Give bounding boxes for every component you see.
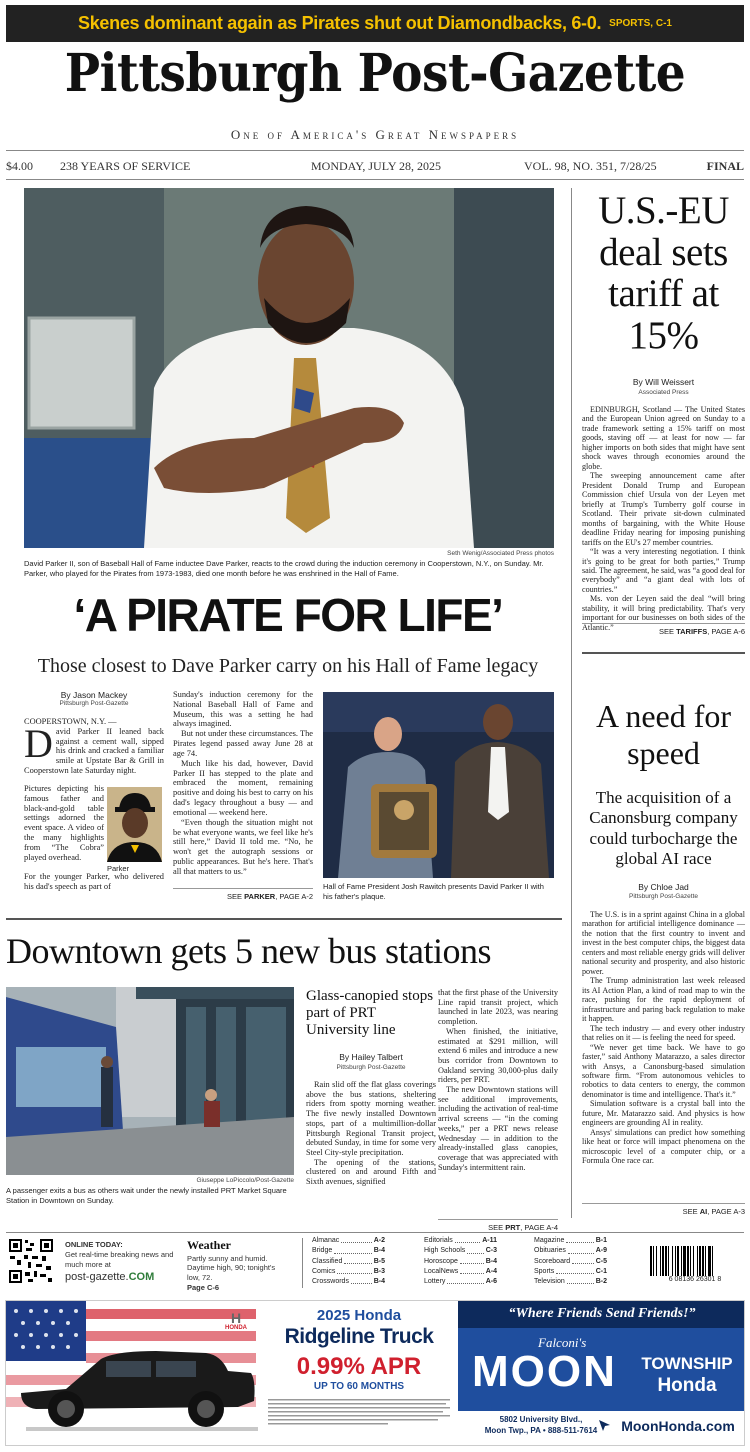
- index-entry[interactable]: [312, 1267, 385, 1277]
- honda-logo-icon: H HONDA: [216, 1311, 256, 1335]
- bus-byline: By Hailey Talbert: [339, 1052, 403, 1062]
- barcode-bar: [656, 1246, 657, 1276]
- index-page: A-4: [485, 1267, 497, 1275]
- lead-deck: Those closest to Dave Parker carry on his Hall of Fame legacy: [37, 655, 539, 677]
- jump-see: SEE: [658, 627, 674, 636]
- barcode-bar: [665, 1246, 667, 1276]
- index-leader: [344, 1257, 371, 1264]
- barcode-bar: [690, 1246, 691, 1276]
- online-text: Get real-time breaking news and much more at: [65, 1249, 174, 1269]
- index-section: Crosswords: [312, 1278, 349, 1286]
- bus-para-1: Rain slid off the flat glass coverings above the bus stations, sheltering riders from spotty morning weather. The five newly installed Downtown stops, part of a multimillion-dollar Pittsburgh Regional Transit project, debuted Sunday, in time for some very Steel City-style precipitation.: [306, 1080, 436, 1157]
- bus-jump[interactable]: [438, 1219, 558, 1232]
- index-leader: [556, 1267, 593, 1274]
- bus-para-4: When finished, the initiative, estimated at $291 million, will extend 6 miles and introduce a new bus corridor from Downtown to Oakland serving 30,000-plus daily riders, per PRT.: [438, 1026, 558, 1085]
- index-section: Sports: [534, 1267, 555, 1275]
- ad-dealer-big: MOON: [472, 1347, 617, 1396]
- online-site-tld: COM: [128, 1271, 155, 1284]
- index-page: C-3: [485, 1247, 497, 1255]
- index-section: Bridge: [312, 1247, 333, 1255]
- ai-headline[interactable]: A need for speed: [595, 698, 732, 771]
- lead-col2-para-d: “Even though the situation might not be what everyone wants, we feel like he's still here,” David II told me. “No, he won't get the autograph sessions or public appearances. But he's here. That's all that matters to us.”: [173, 817, 313, 876]
- barcode: [648, 1246, 742, 1276]
- index-leader: [572, 1257, 594, 1264]
- index-page: B-3: [373, 1267, 385, 1275]
- index-section: Comics: [312, 1267, 336, 1275]
- index-page: B-4: [373, 1247, 385, 1255]
- weather-title: Weather: [187, 1238, 231, 1252]
- barcode-bar: [677, 1246, 679, 1276]
- barcode-bar: [702, 1246, 704, 1276]
- index-section: Obituaries: [534, 1247, 566, 1255]
- ad-address-line1: 5802 University Blvd.,: [499, 1415, 583, 1424]
- bus-photo[interactable]: [6, 987, 294, 1175]
- index-entry[interactable]: [312, 1277, 385, 1287]
- barcode-bar: [672, 1246, 673, 1276]
- ai-para-2: The Trump administration last week released its AI Action Plan, a kind of road map to win the race, pushing for the rapid deployment of infrastructure and paring back regulation to make it happen.: [582, 976, 745, 1024]
- bus-affiliation: Pittsburgh Post-Gazette: [336, 1064, 406, 1071]
- index-entry[interactable]: [534, 1267, 607, 1277]
- index-entry[interactable]: [424, 1236, 497, 1246]
- parker-mugshot[interactable]: [107, 787, 162, 862]
- index-leader: [567, 1277, 594, 1284]
- footer-rule: [6, 1232, 744, 1233]
- tariff-para-3: “It was a very interesting negotiation. I think it's going to be great for both parties,” Trump said. The agreement, he said, was “a good deal for everybody” and “a giant deal with lots of countries.”: [582, 547, 746, 594]
- index-column-1: [312, 1236, 385, 1287]
- index-section: Classified: [312, 1257, 343, 1265]
- index-leader: [568, 1246, 594, 1253]
- plaque-photo-image: [323, 692, 554, 878]
- lead-photo[interactable]: [24, 188, 554, 548]
- ai-jump[interactable]: [582, 1203, 745, 1216]
- jump-page: , PAGE A-4: [520, 1223, 558, 1232]
- ad-term: UP TO 60 MONTHS: [313, 1381, 405, 1392]
- barcode-bar: [687, 1246, 689, 1276]
- lead-col1-para-a: avid Parker II leaned back against a cement wall, sipped his drink and cracked a familiar smile at Upstate Bar & Grill in Cooperstown late Saturday night.: [24, 726, 164, 776]
- index-page: A-2: [373, 1237, 385, 1244]
- ad-address: [476, 1415, 606, 1437]
- lead-photo-caption: David Parker II, son of Baseball Hall of Fame inductee Dave Parker, reacts to the crowd during the induction ceremony in Cooperstown, N.Y., on Sunday. Mr. Parker, who played for the Pirates from 1973-1983, died one month before he was enshrined in the Hall of Fame.: [24, 559, 544, 578]
- ai-para-5: Simulation software is a crystal ball into the future, Mr. Matarazzo said. And physics is how engineers are grounding AI in reality.: [582, 1099, 745, 1128]
- index-page: B-1: [595, 1237, 607, 1244]
- index-entry[interactable]: [312, 1236, 385, 1246]
- ad-slogan: “Where Friends Send Friends!”: [508, 1306, 696, 1321]
- ai-deck: The acquisition of a Canonsburg company could turbocharge the global AI race: [589, 788, 738, 869]
- price: $4.00: [6, 159, 33, 173]
- index-entry[interactable]: [312, 1246, 385, 1256]
- jump-key: AI: [699, 1207, 708, 1216]
- qr-code-graphic: [8, 1238, 54, 1284]
- bus-headline[interactable]: Downtown gets 5 new bus stations: [6, 931, 491, 971]
- barcode-graphic: [648, 1246, 742, 1276]
- barcode-bar: [662, 1246, 664, 1276]
- years-of-service: 238 YEARS OF SERVICE: [60, 159, 191, 173]
- index-entry[interactable]: [424, 1257, 497, 1267]
- index-leader: [467, 1246, 483, 1253]
- lead-col2-para-a: Sunday's induction ceremony for the National Baseball Hall of Fame and Museum, this was a setting he had always imagined.: [173, 690, 313, 729]
- plaque-photo[interactable]: [323, 692, 554, 878]
- ad-apr: 0.99% APR: [296, 1353, 422, 1380]
- ad-honda: Honda: [657, 1375, 717, 1396]
- tariff-headline[interactable]: U.S.-EU deal sets tariff at 15%: [598, 189, 729, 358]
- barcode-bar: [683, 1246, 686, 1276]
- bus-para-2: The opening of the stations, clustered on and around Fifth and Sixth avenues, signified: [306, 1157, 436, 1187]
- barcode-bar: [697, 1246, 698, 1276]
- tariff-para-4: Ms. von der Leyen said the deal “will bring stability, it will bring predictability. That's very important for our businesses on both sides of the Atlantic.”: [582, 594, 745, 632]
- barcode-number: 6 08136 26301 8: [668, 1276, 722, 1283]
- index-entry[interactable]: [534, 1277, 607, 1287]
- jump-key: PARKER: [244, 892, 276, 901]
- index-leader: [334, 1246, 371, 1253]
- bus-col2: [438, 988, 558, 1172]
- index-section: Almanac: [312, 1237, 340, 1244]
- lead-byline: By Jason Mackey: [60, 690, 128, 700]
- index-column-2: [424, 1236, 497, 1287]
- barcode-bar: [708, 1246, 711, 1276]
- teaser-section: SPORTS, C-1: [609, 18, 672, 29]
- jump-see: SEE: [488, 1223, 504, 1232]
- index-leader: [351, 1277, 372, 1284]
- index-entry[interactable]: [534, 1246, 607, 1256]
- jump-page: , PAGE A-6: [707, 627, 745, 636]
- edition-label: FINAL: [706, 159, 744, 173]
- index-leader: [566, 1236, 593, 1243]
- ad-website[interactable]: MoonHonda.com: [621, 1418, 735, 1434]
- index-section: Horoscope: [424, 1257, 458, 1265]
- index-entry[interactable]: [534, 1257, 607, 1267]
- ad-address-line2: Moon Twp., PA • 888-511-7614: [484, 1425, 598, 1435]
- index-entry[interactable]: [424, 1277, 497, 1287]
- tariff-byline: By Will Weissert: [632, 377, 695, 387]
- tariff-affiliation: Associated Press: [638, 389, 689, 396]
- index-page: B-2: [595, 1278, 607, 1286]
- plaque-photo-caption: Hall of Fame President Josh Rawitch presents David Parker II with his father's plaque.: [323, 882, 544, 901]
- jump-key: PRT: [505, 1223, 521, 1232]
- barcode-bar: [660, 1246, 661, 1276]
- index-section: Magazine: [534, 1237, 565, 1244]
- ai-para-6: Ansys' simulations can predict how something like heat or force will impact phenomena on the microscopic level of a computer chip, or a Formula One race car.: [582, 1127, 745, 1166]
- fine-print-lines: [268, 1397, 450, 1427]
- edition-info-bar: [6, 150, 744, 180]
- lead-jump[interactable]: [173, 888, 313, 901]
- index-entry[interactable]: [534, 1236, 607, 1246]
- ad-model: Ridgeline Truck: [284, 1325, 434, 1348]
- online-promo[interactable]: [65, 1240, 177, 1285]
- barcode-bar: [699, 1246, 701, 1276]
- ai-body: [582, 910, 745, 1166]
- index-section: Television: [534, 1278, 565, 1286]
- index-section: Lottery: [424, 1278, 446, 1286]
- ad-dealer-small: Falconi's: [538, 1335, 587, 1350]
- barcode-bar: [705, 1246, 706, 1276]
- bus-photo-caption: A passenger exits a bus as others wait under the newly installed PRT Market Square Station in Downtown on Sunday.: [6, 1186, 287, 1205]
- honda-advertisement[interactable]: [5, 1300, 745, 1446]
- bus-para-5: The new Downtown stations will see additional improvements, including the activation of real-time arrival screens — “in the coming weeks,” per a PRT news release Wednesday — in addition to the already-installed glass canopies, coverage that was appreciated with Sunday's intermittent rain.: [438, 1085, 558, 1172]
- barcode-bar: [693, 1246, 694, 1276]
- lead-dateline: COOPERSTOWN, N.Y. —: [24, 717, 117, 726]
- lead-photo-image: [24, 188, 554, 548]
- index-entry[interactable]: [424, 1267, 497, 1277]
- column-divider: [571, 188, 572, 1218]
- jump-see: SEE: [226, 892, 242, 901]
- section-rule: [582, 652, 745, 654]
- index-page: C-1: [595, 1267, 607, 1275]
- footer-divider: [302, 1238, 303, 1288]
- index-section: High Schools: [424, 1247, 466, 1255]
- teaser-headline[interactable]: Skenes dominant again as Pirates shut out Diamondbacks, 6-0.: [78, 13, 602, 33]
- edition-date: MONDAY, JULY 28, 2025: [311, 159, 442, 173]
- jump-see: SEE: [682, 1207, 698, 1216]
- index-leader: [447, 1277, 483, 1284]
- lead-col2-para-c: Much like his dad, however, David Parker II has stepped to the plate and embraced the moment, remaining positive and doing his best to carry on his dad's legacy throughout a busy — and emotional — weekend here.: [173, 758, 313, 817]
- lead-col1-para-c: For the younger Parker, who delivered his dad's speech as part of: [24, 872, 164, 891]
- index-page: B-4: [373, 1278, 385, 1286]
- tariff-para-2: The sweeping announcement came after President Donald Trump and European Commission chief Ursula von der Leyen met briefly at Trump's Turnberry golf course in Scotland. Their private sit-down culminated months of bargaining, with the White House deadline Friday nearing for imposing punishing tariffs on the EU's 27 member countries.: [582, 471, 745, 547]
- ad-township: TOWNSHIP: [641, 1354, 733, 1373]
- barcode-bar: [712, 1246, 713, 1276]
- index-section: LocalNews: [424, 1267, 459, 1275]
- lead-col2-para-b: But not under these circumstances. The Pirates legend passed away June 28 at age 74.: [173, 729, 313, 758]
- index-page: A-11: [482, 1237, 497, 1244]
- section-rule: [6, 918, 562, 920]
- barcode-bar: [675, 1246, 676, 1276]
- index-leader: [341, 1236, 371, 1243]
- parker-mugshot-image: [107, 787, 162, 862]
- tariff-jump[interactable]: [582, 623, 745, 636]
- bus-photo-image: [6, 987, 294, 1175]
- bus-para-3: that the first phase of the University Line rapid transit project, which launched in late 2023, was nearing completion.: [438, 988, 558, 1027]
- sports-teaser[interactable]: [6, 5, 744, 42]
- masthead-title: Pittsburgh Post-Gazette: [64, 42, 686, 105]
- barcode-bar: [681, 1246, 682, 1276]
- qr-code-icon[interactable]: [8, 1238, 54, 1284]
- ai-affiliation: Pittsburgh Post-Gazette: [628, 893, 698, 900]
- bus-col1: [306, 1080, 436, 1187]
- tariff-para-1: EDINBURGH, Scotland — The United States and the European Union agreed on Sunday to a trade framework setting a 15% tariff on most goods, staving off — at least for now — far higher imports on both sides that might have sent shock waves through economies around the globe.: [582, 405, 745, 471]
- index-section: Scoreboard: [534, 1257, 571, 1265]
- weather-text: Partly sunny and humid. Daytime high, 90; tonight's low, 72.: [187, 1253, 276, 1283]
- index-page: A-6: [485, 1278, 497, 1286]
- barcode-bar: [653, 1246, 654, 1276]
- weather-box[interactable]: [187, 1238, 287, 1293]
- index-page: B-4: [485, 1257, 497, 1265]
- online-site-name: post-gazette.: [65, 1271, 129, 1284]
- drop-cap: D: [24, 720, 53, 766]
- jump-key: TARIFFS: [676, 627, 708, 636]
- jump-page: , PAGE A-2: [275, 892, 313, 901]
- lead-story-col1: [24, 690, 164, 776]
- ad-fine-print: [268, 1397, 450, 1427]
- lead-photo-credit: Seth Wenig/Associated Press photos: [447, 550, 554, 557]
- index-entry[interactable]: [312, 1257, 385, 1267]
- index-leader: [460, 1267, 483, 1274]
- online-label: ONLINE TODAY:: [65, 1240, 123, 1249]
- weather-page: Page C-6: [187, 1282, 220, 1292]
- volume-number: VOL. 98, NO. 351, 7/28/25: [524, 159, 657, 173]
- lead-affiliation: Pittsburgh Post-Gazette: [59, 700, 129, 707]
- lead-col1-para-b: Pictures depicting his famous father and black-and-gold table settings adorned the event space. A video of the many highlights from “The Cobra” played overhead.: [24, 784, 104, 862]
- index-page: C-5: [595, 1257, 607, 1265]
- bus-photo-credit: Giuseppe LoPiccolo/Post-Gazette: [196, 1177, 294, 1184]
- ai-para-3: The tech industry — and every other industry that relies on it — is feeling the need for speed.: [582, 1023, 745, 1043]
- ad-year-model: 2025 Honda: [316, 1307, 402, 1324]
- index-entry[interactable]: [424, 1246, 497, 1256]
- tariff-body: [582, 405, 745, 632]
- barcode-bar: [668, 1246, 669, 1276]
- ai-para-1: The U.S. is in a sprint against China in a global marathon for artificial intelligence dominance — the notion that the first country to invent and invest in the best computer chips, the biggest data centers and most reliable energy grids will deliver national security and prosperity, and also historic power.: [582, 910, 745, 976]
- index-page: A-9: [595, 1247, 607, 1255]
- lead-story-col2: [173, 690, 313, 877]
- index-section: Editorials: [424, 1237, 453, 1244]
- ai-byline: By Chloe Jad: [638, 882, 689, 892]
- index-leader: [460, 1257, 484, 1264]
- masthead-motto: One of America's Great Newspapers: [230, 127, 520, 142]
- lead-headline[interactable]: ‘A PIRATE FOR LIFE’: [73, 589, 503, 641]
- barcode-bar: [650, 1246, 652, 1276]
- mugshot-caption: Parker: [107, 864, 130, 873]
- honda-logo-text: HONDA: [225, 1325, 247, 1331]
- ai-para-4: “We never get time back. We have to go faster,” said Anthony Matarazzo, a sales director with Ansys, a Canonsburg-based simulation software firm. “From autonomous vehicles to robotics to data centers to energy, the common denominator is time and intelligence. That's it.”: [582, 1042, 745, 1099]
- index-leader: [455, 1236, 480, 1243]
- jump-page: , PAGE A-3: [707, 1207, 745, 1216]
- index-page: B-5: [373, 1257, 385, 1265]
- bus-subhead: Glass-canopied stops part of PRT University line: [306, 988, 434, 1038]
- index-leader: [337, 1267, 371, 1274]
- index-column-3: [534, 1236, 607, 1287]
